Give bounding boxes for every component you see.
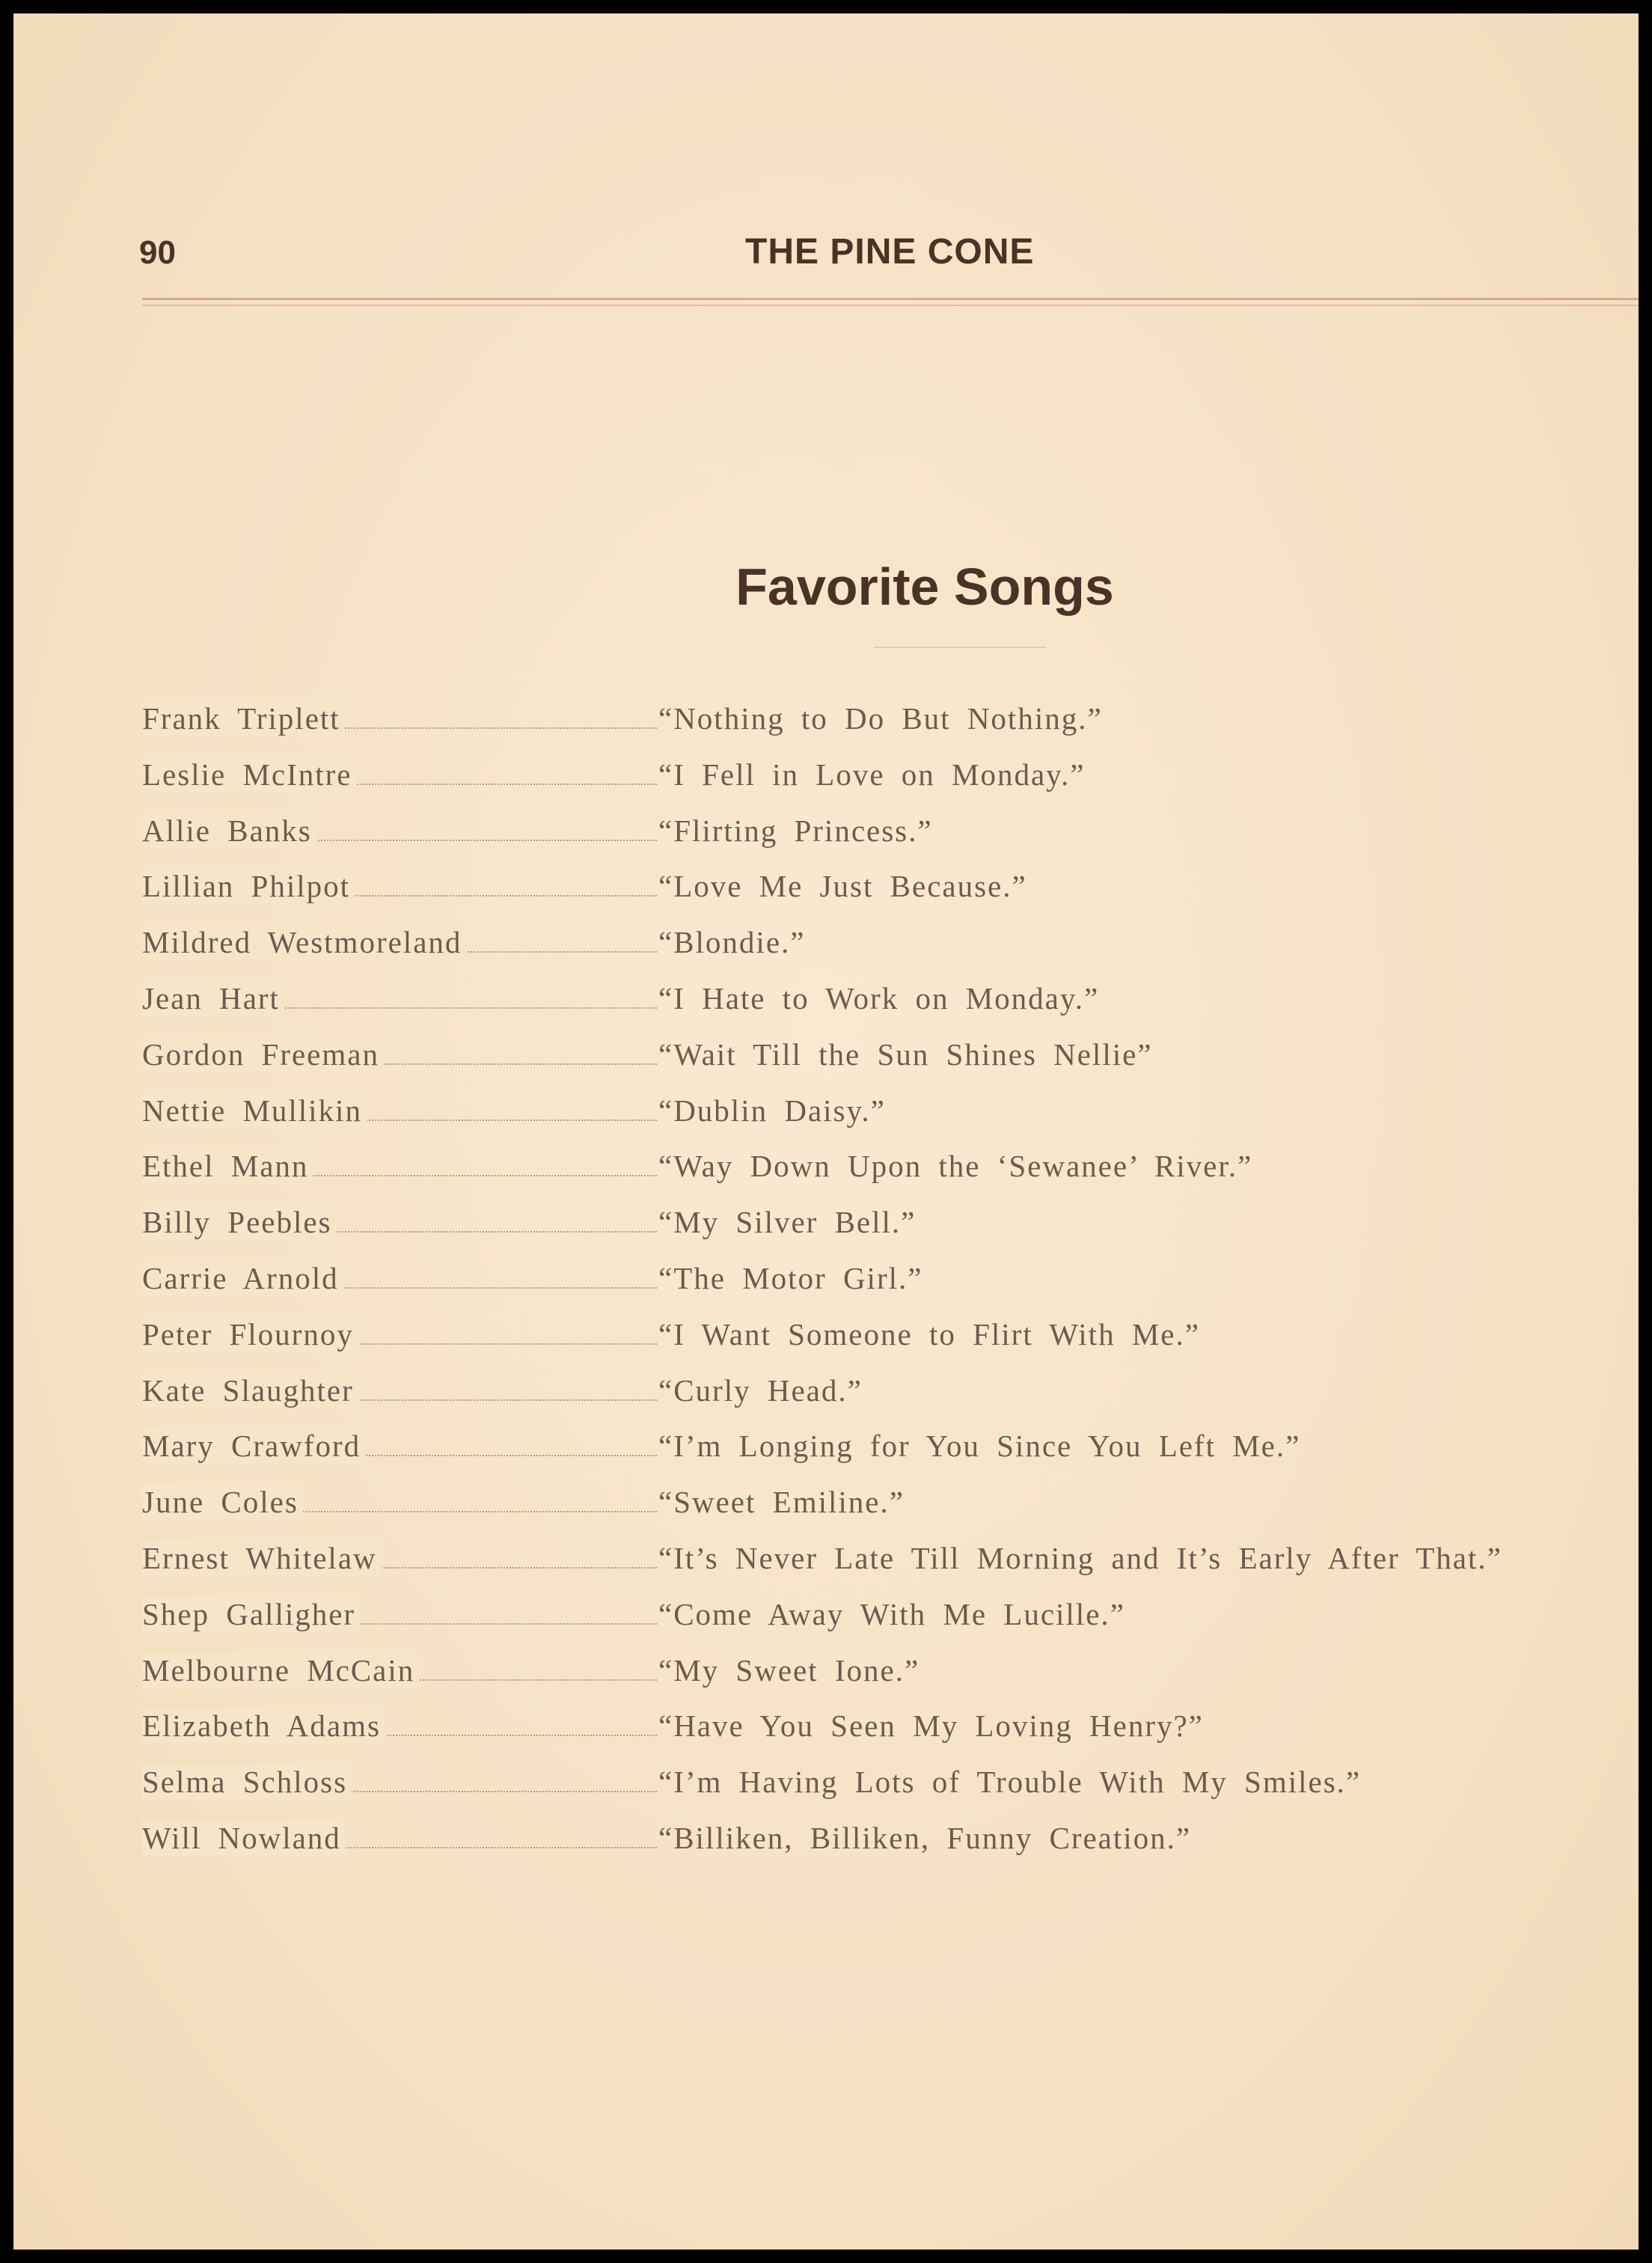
favorite-song-title: “I Want Someone to Flirt With Me.” [658,1317,1200,1352]
song-row [13,924,1639,980]
favorite-song-title: “It’s Never Late Till Morning and It’s Early After That.” [658,1541,1502,1575]
section-title: Favorite Songs [735,558,1114,616]
student-name: Allie Banks [142,813,316,849]
student-name: Mildred Westmoreland [142,924,466,960]
student-name: Peter Flournoy [142,1316,358,1352]
favorite-song-title: “My Silver Bell.” [658,1205,917,1239]
favorite-song-title: “Billiken, Billiken, Funny Creation.” [658,1821,1192,1855]
favorite-song-title: “My Sweet Ione.” [658,1653,920,1688]
favorite-song-title: “Love Me Just Because.” [658,869,1027,903]
song-row [13,980,1639,1036]
title-rule [874,647,1046,648]
student-name: Elizabeth Adams [142,1708,385,1744]
header-rule [142,298,1639,300]
favorite-song-title: “Have You Seen My Loving Henry?” [658,1708,1204,1743]
song-row [13,1260,1639,1316]
student-name: Nettie Mullikin [142,1093,367,1129]
favorite-song-title: “Wait Till the Sun Shines Nellie” [658,1037,1153,1072]
favorite-song-title: “Come Away With Me Lucille.” [658,1597,1125,1631]
student-name: Leslie McIntre [142,757,356,792]
favorite-song-title: “I’m Having Lots of Trouble With My Smiles.” [658,1765,1362,1799]
student-name: Jean Hart [142,980,284,1016]
song-row [13,1540,1639,1595]
song-row [13,1764,1639,1819]
student-name: Will Nowland [142,1820,346,1856]
favorite-song-title: “Sweet Emiline.” [658,1485,905,1519]
favorite-song-title: “The Motor Girl.” [658,1261,923,1295]
favorite-song-title: “Flirting Princess.” [658,813,933,848]
header-rule-secondary [142,305,1639,306]
song-row [13,868,1639,923]
page-number: 90 [139,234,176,271]
song-row [13,1708,1639,1763]
favorite-song-title: “I Hate to Work on Monday.” [658,981,1100,1016]
favorite-song-title: “Way Down Upon the ‘Sewanee’ River.” [658,1149,1253,1183]
song-row [13,1316,1639,1372]
favorite-song-title: “Dublin Daisy.” [658,1093,886,1128]
student-name: June Coles [142,1484,303,1520]
song-row [13,1484,1639,1539]
student-name: Mary Crawford [142,1428,365,1464]
student-name: Ethel Mann [142,1148,313,1184]
student-name: Carrie Arnold [142,1260,343,1296]
student-name: Frank Triplett [142,700,345,736]
student-name: Billy Peebles [142,1204,337,1240]
song-row [13,1428,1639,1483]
favorite-song-title: “Nothing to Do But Nothing.” [658,701,1103,736]
dot-leader [238,1007,657,1009]
song-row [13,1652,1639,1708]
student-name: Lillian Philpot [142,868,355,904]
student-name: Melbourne McCain [142,1652,419,1688]
favorite-song-title: “Blondie.” [658,925,806,959]
song-row [13,1820,1639,1875]
favorite-song-title: “Curly Head.” [658,1373,863,1408]
song-row [13,813,1639,868]
song-row [13,1036,1639,1092]
song-row [13,757,1639,812]
favorite-song-title: “I Fell in Love on Monday.” [658,757,1086,792]
journal-title: THE PINE CONE [745,232,1035,272]
student-name: Ernest Whitelaw [142,1540,382,1576]
song-row [13,700,1639,756]
running-head [13,234,1639,279]
favorite-song-title: “I’m Longing for You Since You Left Me.” [658,1429,1301,1463]
student-name: Shep Galligher [142,1596,360,1632]
song-row [13,1093,1639,1148]
student-name: Kate Slaughter [142,1372,358,1408]
page [13,13,1639,2250]
song-row [13,1596,1639,1652]
song-row [13,1148,1639,1203]
student-name: Gordon Freeman [142,1036,384,1072]
song-row [13,1204,1639,1259]
song-row [13,1372,1639,1428]
student-name: Selma Schloss [142,1764,352,1800]
